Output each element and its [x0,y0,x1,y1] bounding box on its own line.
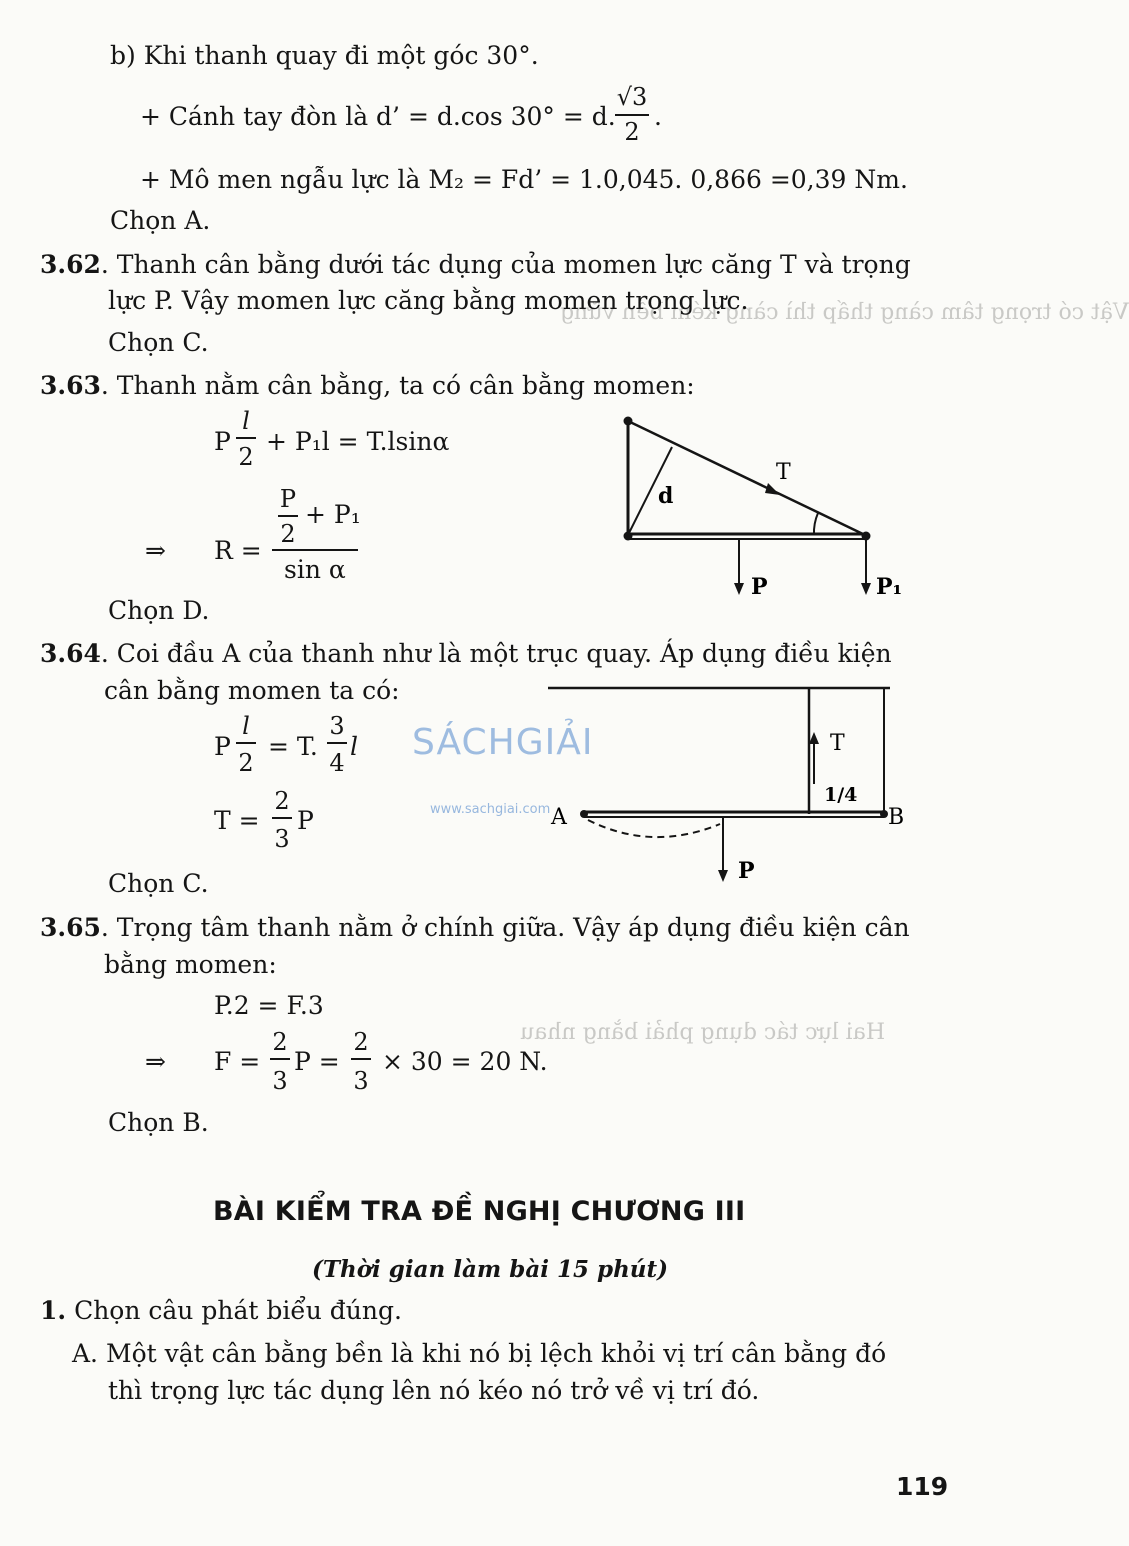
sol365-answer: Chọn B. [108,1108,209,1137]
sol363-eq2-bottom: sin α [284,555,346,584]
sol364-line1: . Coi đầu A của thanh như là một trục quay. Áp dụng điều kiện [100,639,892,668]
test-subtitle: (Thời gian làm bài 15 phút) [312,1256,669,1283]
sol365-eq1: P.2 = F.3 [214,991,324,1020]
sol364-eq1-num: l [242,712,250,740]
sol364-eq2-num: 2 [274,787,290,815]
sol363-eq2-top-num: P [279,485,297,513]
watermark-logo: SÁCHGIẢI [412,722,594,763]
sol363-eq2-top-rest: + P₁ [305,500,361,529]
sol363-eq1-P: P [214,427,231,456]
sol361b-answer: Chọn A. [110,206,211,235]
sol363-answer: Chọn D. [108,596,210,625]
fraction-bar [351,1058,371,1060]
q1-text: Chọn câu phát biểu đúng. [74,1296,402,1325]
fraction-bar [278,515,298,517]
fig364-label-T: T [830,731,845,756]
sol364-eq1-mid: = T. [268,732,318,761]
sol363-eq2-lhs: R = [214,536,262,565]
sol363-eq2-top-den: 2 [280,520,296,548]
sol364-eq1-end: l [350,732,358,761]
sol365-eq2-arrow: ⇒ [145,1047,166,1076]
sol364-eq1-den: 2 [238,749,254,777]
sol361b-line3: + Mô men ngẫu lực là M₂ = Fd’ = 1.0,045. 0,866 =0,39 Nm. [140,165,908,194]
sol363-eq2-arrow: ⇒ [145,536,166,565]
fraction-bar [327,742,347,744]
fig364-label-A: A [551,805,567,830]
q1-option-a-line1: Một vật cân bằng bền là khi nó bị lệch khỏi vị trí cân bằng đó [105,1339,887,1368]
sol362-answer: Chọn C. [108,328,209,357]
sol365-line2: bằng momen: [104,950,277,979]
sol361b-frac-den: 2 [624,118,640,146]
fig364-label-B: B [888,805,905,830]
sol365-number: 3.65 [40,913,101,942]
sol364-figure [540,676,920,886]
sol364-answer: Chọn C. [108,869,209,898]
sol364-line2: cân bằng momen ta có: [104,676,400,705]
page-number: 119 [896,1472,949,1501]
sol365-eq2-den2: 3 [353,1067,369,1095]
sol365-eq2-den: 3 [272,1067,288,1095]
test-title: BÀI KIỂM TRA ĐỀ NGHỊ CHƯƠNG III [213,1196,746,1227]
sol364-eq2-den: 3 [274,825,290,853]
sol362-number: 3.62 [40,250,101,279]
show-through-text: Hai lực tác dụng phải bằng nhau [520,1020,886,1045]
sol363-line1: . Thanh nằm cân bằng, ta có cân bằng momen: [100,371,695,400]
sol363-eq1-rest: + P₁l = T.lsinα [266,427,450,456]
sol365-eq2-num: 2 [272,1028,288,1056]
fig363-label-T: T [776,460,791,485]
fig363-label-P: P [751,574,768,600]
sol364-number: 3.64 [40,639,101,668]
sol363-eq1-num: l [242,407,250,435]
fig363-label-P1: P₁ [876,574,903,600]
sol362-line2: lực P. Vậy momen lực căng bằng momen trọng lực. [108,286,749,315]
sol364-eq1-den2: 4 [329,749,345,777]
fraction-bar [615,114,649,116]
q1-option-a-label: A. [72,1339,99,1368]
sol365-eq2-mid: P = [294,1047,340,1076]
fraction-bar [236,437,256,439]
fraction-bar [272,549,358,551]
fig363-label-d: d [658,483,674,509]
sol363-figure [600,405,930,615]
fraction-bar [270,1058,290,1060]
sol361b-line2-end: . [654,102,662,131]
q1-option-a-line2: thì trọng lực tác dụng lên nó kéo nó trở về vị trí đó. [108,1376,760,1405]
sol364-eq2-lhs: T = [214,806,260,835]
watermark-url: www.sachgiai.com [430,802,551,817]
fraction-bar [272,817,292,819]
sol364-eq2-end: P [297,806,314,835]
sol365-eq2-num2: 2 [353,1028,369,1056]
show-through-text: Vật có trọng tâm càng thấp thì càng kém bền vững [560,300,1129,325]
sol365-eq2-end: × 30 = 20 N. [382,1047,548,1076]
fig364-label-ratio: 1/4 [824,784,858,806]
fig364-label-P: P [738,858,755,884]
sol365-line1: . Trọng tâm thanh nằm ở chính giữa. Vậy áp dụng điều kiện cân [100,913,910,942]
sol362-line1: . Thanh cân bằng dưới tác dụng của momen lực căng T và trọng [100,250,911,279]
sol364-eq1-num2: 3 [329,712,345,740]
fraction-bar [236,742,256,744]
sol363-eq1-den: 2 [238,443,254,471]
sol361b-line1: b) Khi thanh quay đi một góc 30°. [110,41,539,70]
sol361b-line2: + Cánh tay đòn là d’ = d.cos 30° = d. [140,102,616,131]
sol363-number: 3.63 [40,371,101,400]
sol361b-frac-num: √3 [616,83,648,111]
sol364-eq1-P: P [214,732,231,761]
sol365-eq2-lhs: F = [214,1047,261,1076]
q1-number: 1. [40,1296,67,1325]
